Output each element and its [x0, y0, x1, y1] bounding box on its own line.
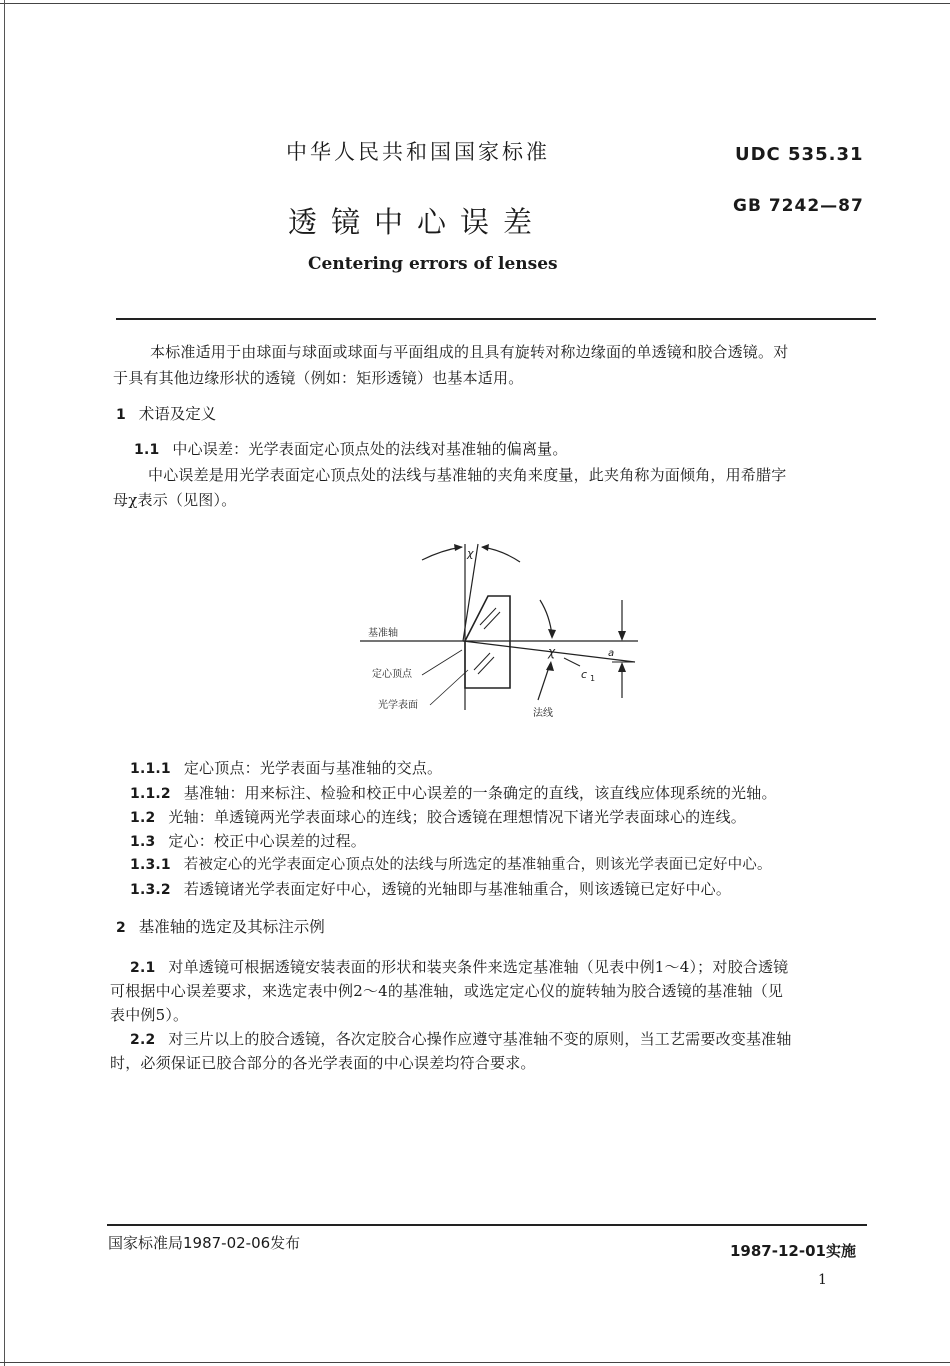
clause-number: 1.1.2 [130, 786, 171, 802]
intro-line-1: 本标准适用于由球面与球面或球面与平面组成的且具有旋转对称边缘面的单透镜和胶合透镜。对 [150, 343, 789, 361]
clause-1-3-1 [130, 853, 772, 878]
publish-date: 国家标准局1987-02-06发布 [108, 1234, 301, 1252]
clause-1-3 [130, 829, 366, 855]
section-title: 基准轴的选定及其标注示例 [138, 918, 325, 936]
clause-text: 若被定心的光学表面定心顶点处的法线与所选定的基准轴重合，则该光学表面已定好中心。 [183, 857, 772, 873]
normal-label: 法线 [533, 708, 553, 719]
clause-2-2-line-2: 时，必须保证已胶合部分的各光学表面的中心误差均符合要求。 [110, 1054, 536, 1072]
clause-1-2 [130, 805, 746, 831]
c1-subscript: 1 [590, 674, 596, 683]
clause-2-2-line-1 [130, 1027, 792, 1053]
reference-axis-label: 基准轴 [368, 628, 398, 639]
clause-text: 若透镜诸光学表面定好中心，透镜的光轴即与基准轴重合，则该透镜已定好中心。 [183, 880, 732, 898]
clause-number: 1.3.2 [130, 882, 171, 898]
section-1-heading [116, 402, 216, 424]
hatch-line [484, 612, 500, 629]
hatch-line [478, 657, 494, 674]
udc-code: UDC 535.31 [735, 144, 864, 165]
clause-number: 1.1.1 [130, 761, 171, 777]
chi-top-label: χ [467, 547, 474, 560]
clause-1-1 [134, 437, 568, 463]
surface-label: 光学表面 [378, 700, 418, 711]
clause-number: 1.2 [130, 810, 156, 826]
clause-1-1-1 [130, 756, 442, 782]
clause-number: 1.3 [130, 834, 156, 850]
arrowhead [546, 661, 554, 671]
chi-right-label: χ [548, 645, 556, 659]
clause-text: 对单透镜可根据透镜安装表面的形状和装夹条件来选定基准轴（见表中例1～4）；对胶合透镜 [168, 958, 789, 976]
clause-number: 2.2 [130, 1032, 156, 1048]
clause-number: 1.1 [134, 442, 160, 458]
c1-leader [564, 658, 580, 666]
clause-text: 对三片以上的胶合透镜，各次定胶合心操作应遵守基准轴不变的原则，当工艺需要改变基准轴 [168, 1030, 792, 1048]
clause-text: 定心：校正中心误差的过程。 [168, 832, 366, 850]
arrowhead [481, 544, 489, 551]
a-label: a [608, 648, 615, 659]
agency-title: 中华人民共和国国家标准 [286, 140, 550, 164]
arrowhead [618, 631, 626, 641]
footer-divider [107, 1224, 867, 1226]
clause-text: 基准轴：用来标注、检验和校正中心误差的一条确定的直线，该直线应体现系统的光轴。 [183, 784, 777, 802]
section-number: 1 [116, 407, 126, 423]
clause-text: 中心误差：光学表面定心顶点处的法线对基准轴的偏离量。 [172, 440, 568, 458]
hatch-line [480, 608, 496, 625]
section-title: 术语及定义 [138, 405, 217, 423]
page-frame-left [4, 0, 5, 1366]
clause-2-1-line-2: 可根据中心误差要求，来选定表中例2～4的基准轴，或选定定心仪的旋转轴为胶合透镜的基准轴（见 [110, 982, 784, 1000]
clause-2-1-line-1 [130, 955, 788, 981]
arrowhead [454, 544, 463, 551]
section-2-heading [116, 915, 325, 937]
document-title-english: Centering errors of lenses [308, 254, 558, 274]
document-title: 透镜中心误差 [288, 205, 547, 239]
effective-date: 1987-12-01实施 [730, 1242, 856, 1260]
clause-text: 光轴：单透镜两光学表面球心的连线；胶合透镜在理想情况下诸光学表面球心的连线。 [168, 808, 746, 826]
clause-1-1-para-line-1: 中心误差是用光学表面定心顶点处的法线与基准轴的夹角来度量，此夹角称为面倾角，用希腊字 [148, 466, 787, 484]
hatch-line [474, 653, 490, 670]
centering-error-figure [350, 530, 650, 730]
clause-1-1-para-line-2: 母χ表示（见图）。 [113, 491, 237, 509]
arrowhead [618, 662, 626, 672]
gb-code: GB 7242—87 [733, 196, 864, 216]
clause-1-3-2 [130, 877, 731, 903]
vertex-label: 定心顶点 [372, 669, 412, 680]
vertex-leader [422, 650, 462, 675]
clause-2-1-line-3: 表中例5）。 [110, 1006, 189, 1024]
clause-1-1-2 [130, 781, 777, 807]
clause-number: 1.3.1 [130, 857, 171, 873]
page-number: 1 [818, 1272, 827, 1288]
clause-number: 2.1 [130, 960, 156, 976]
page-frame-top [0, 3, 950, 4]
header-divider [116, 318, 876, 320]
page-frame-bottom [0, 1362, 950, 1363]
intro-line-2: 于具有其他边缘形状的透镜（例如：矩形透镜）也基本适用。 [113, 369, 524, 387]
clause-text: 定心顶点：光学表面与基准轴的交点。 [183, 759, 443, 777]
section-number: 2 [116, 920, 126, 936]
arrowhead [548, 629, 556, 639]
surface-leader [430, 670, 468, 705]
c1-label: c [581, 668, 588, 681]
